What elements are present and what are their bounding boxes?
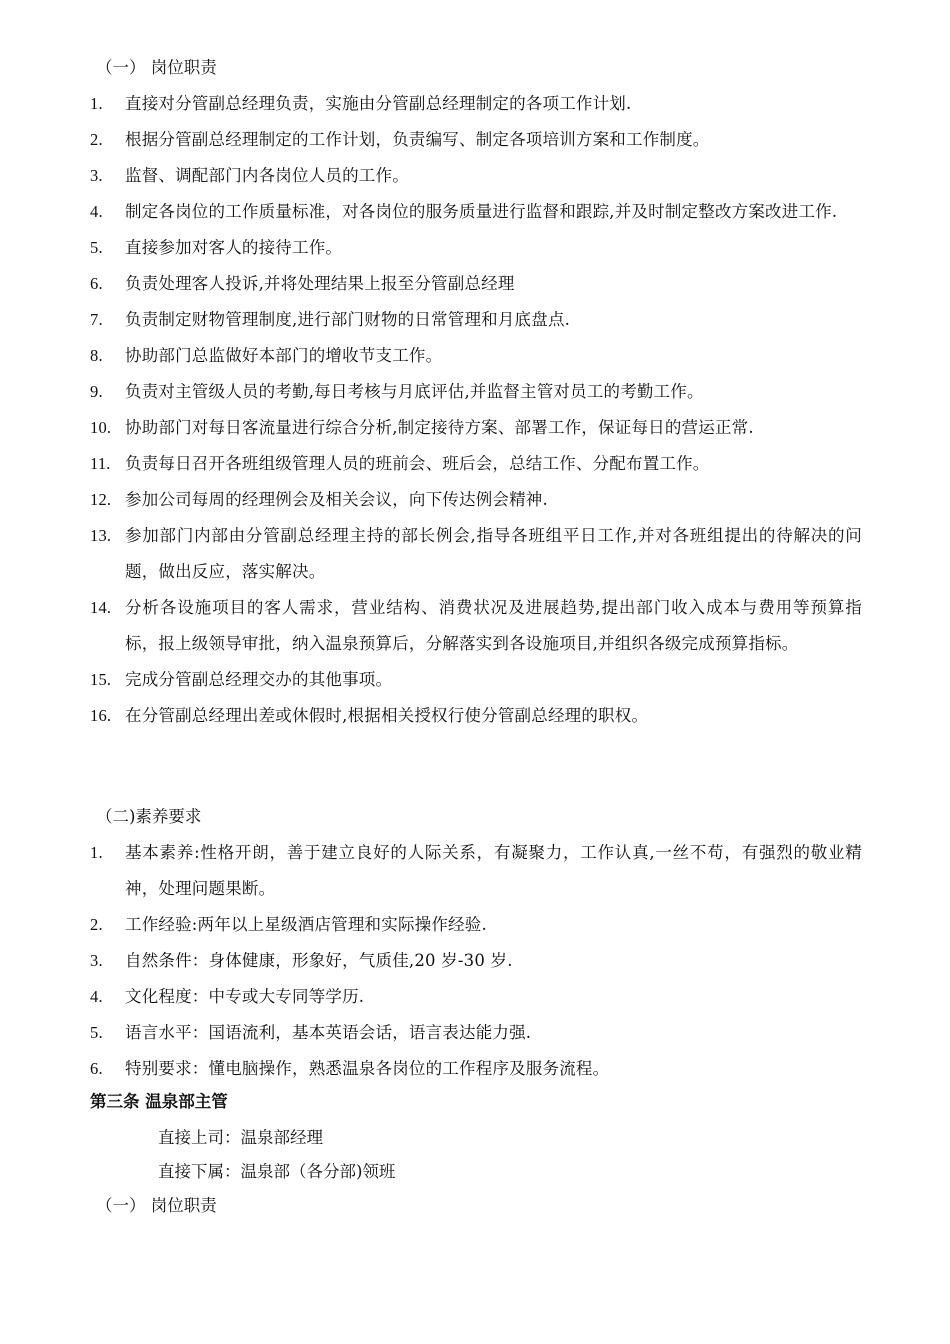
- item-text: 直接参加对客人的接待工作。: [125, 238, 343, 257]
- section-heading-duties-2: （一） 岗位职责: [96, 1196, 217, 1215]
- item-number: 1.: [90, 843, 103, 862]
- list-item: [90, 590, 862, 662]
- list-item: [90, 1051, 862, 1087]
- item-number: 2.: [90, 915, 103, 934]
- list-item: [90, 410, 862, 446]
- item-text: 负责每日召开各班组级管理人员的班前会、班后会，总结工作、分配布置工作。: [125, 454, 710, 473]
- list-item: [90, 230, 862, 266]
- item-text: 直接对分管副总经理负责，实施由分管副总经理制定的各项工作计划.: [125, 94, 632, 113]
- list-item: [90, 86, 862, 122]
- item-number: 15.: [90, 670, 112, 689]
- section-heading-duties: （一） 岗位职责: [96, 58, 217, 77]
- item-number: 5.: [90, 1023, 103, 1042]
- item-number: 2.: [90, 130, 103, 149]
- item-number: 3.: [90, 951, 103, 970]
- qualifications-list: [90, 835, 862, 1087]
- item-text: 制定各岗位的工作质量标准，对各岗位的服务质量进行监督和跟踪,并及时制定整改方案改进工作.: [125, 202, 838, 221]
- list-item: [90, 1015, 862, 1051]
- item-number: 11.: [90, 454, 111, 473]
- item-text: 参加公司每周的经理例会及相关会议，向下传达例会精神.: [125, 490, 548, 509]
- item-text: 参加部门内部由分管副总经理主持的部长例会,指导各班组平日工作,并对各班组提出的待解决的问题，做出反应，落实解决。: [125, 526, 862, 581]
- list-item: [90, 698, 862, 734]
- list-item: [90, 122, 862, 158]
- item-text: 文化程度：中专或大专同等学历.: [125, 987, 365, 1006]
- list-item: [90, 482, 862, 518]
- item-number: 12.: [90, 490, 112, 509]
- list-item: [90, 374, 862, 410]
- item-text: 特别要求：懂电脑操作，熟悉温泉各岗位的工作程序及服务流程。: [125, 1059, 610, 1078]
- duties-list: [90, 86, 862, 734]
- list-item: [90, 194, 862, 230]
- item-text: 负责制定财物管理制度,进行部门财物的日常管理和月底盘点.: [125, 310, 571, 329]
- list-item: [90, 338, 862, 374]
- item-text: 负责对主管级人员的考勤,每日考核与月底评估,并监督主管对员工的考勤工作。: [125, 382, 704, 401]
- list-item: [90, 943, 862, 979]
- list-item: [90, 446, 862, 482]
- list-item: [90, 158, 862, 194]
- item-number: 9.: [90, 382, 103, 401]
- list-item: [90, 835, 862, 907]
- item-text: 协助部门总监做好本部门的增收节支工作。: [125, 346, 443, 365]
- item-number: 8.: [90, 346, 103, 365]
- list-item: [90, 907, 862, 943]
- list-item: [90, 518, 862, 590]
- article-heading: 第三条 温泉部主管: [90, 1092, 228, 1111]
- list-item: [90, 979, 862, 1015]
- item-number: 6.: [90, 274, 103, 293]
- list-item: [90, 266, 862, 302]
- direct-superior: 直接上司：温泉部经理: [158, 1128, 323, 1147]
- section-heading-qualifications: （二)素养要求: [96, 807, 202, 826]
- item-number: 7.: [90, 310, 103, 329]
- item-number: 1.: [90, 94, 103, 113]
- item-number: 13.: [90, 526, 112, 545]
- item-text: 语言水平：国语流利，基本英语会话，语言表达能力强.: [125, 1023, 532, 1042]
- item-text: 分析各设施项目的客人需求，营业结构、消费状况及进展趋势,提出部门收入成本与费用等预算指标，报上级领导审批，纳入温泉预算后，分解落实到各设施项目,并组织各级完成预算指标。: [125, 598, 862, 653]
- list-item: [90, 662, 862, 698]
- direct-subordinate: 直接下属：温泉部（各分部)领班: [158, 1162, 396, 1181]
- item-number: 16.: [90, 706, 112, 725]
- item-number: 14.: [90, 598, 112, 617]
- item-number: 4.: [90, 202, 103, 221]
- item-text: 自然条件：身体健康，形象好，气质佳,20 岁-30 岁.: [125, 951, 513, 970]
- item-number: 3.: [90, 166, 103, 185]
- item-text: 工作经验:两年以上星级酒店管理和实际操作经验.: [125, 915, 487, 934]
- item-text: 协助部门对每日客流量进行综合分析,制定接待方案、部署工作，保证每日的营运正常.: [125, 418, 754, 437]
- item-number: 10.: [90, 418, 112, 437]
- item-text: 完成分管副总经理交办的其他事项。: [125, 670, 393, 689]
- item-text: 监督、调配部门内各岗位人员的工作。: [125, 166, 409, 185]
- item-text: 基本素养:性格开朗，善于建立良好的人际关系，有凝聚力，工作认真,一丝不苟，有强烈的敬业精神，处理问题果断。: [125, 843, 862, 898]
- item-number: 4.: [90, 987, 103, 1006]
- item-text: 负责处理客人投诉,并将处理结果上报至分管副总经理: [125, 274, 515, 293]
- item-text: 在分管副总经理出差或休假时,根据相关授权行使分管副总经理的职权。: [125, 706, 649, 725]
- list-item: [90, 302, 862, 338]
- item-text: 根据分管副总经理制定的工作计划，负责编写、制定各项培训方案和工作制度。: [125, 130, 710, 149]
- item-number: 5.: [90, 238, 103, 257]
- item-number: 6.: [90, 1059, 103, 1078]
